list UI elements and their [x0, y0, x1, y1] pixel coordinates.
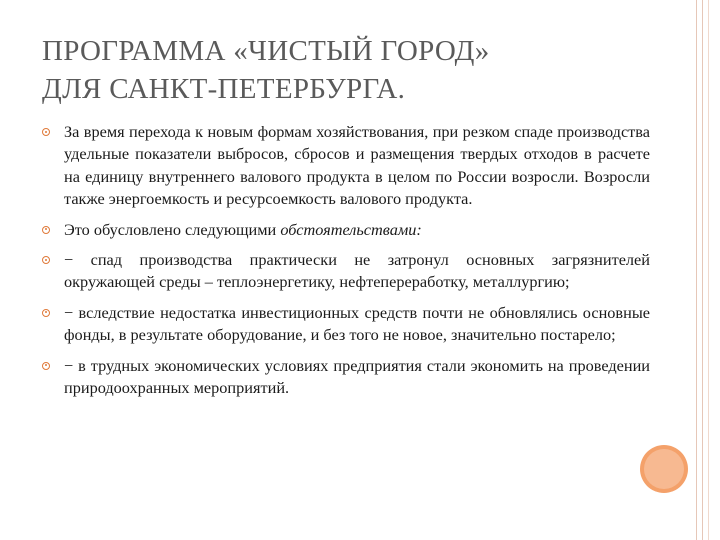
circle-bullet-icon: [42, 362, 50, 370]
list-item-emphasis: обстоятельствами:: [280, 219, 422, 239]
list-item: [40, 355, 650, 400]
border-line: [696, 0, 697, 540]
list-item-text: За время перехода к новым формам хозяйствования, при резком спаде производства удельные показатели выбросов, сбросов и размещения твердых отходов в расчете на единицу внутреннего валового продукта в целом по России возросли. Возросли также энергоемкость и ресурсоемкость валового продукта.: [64, 122, 650, 209]
circle-bullet-icon: [42, 226, 50, 234]
circle-bullet-icon: [42, 128, 50, 136]
decorative-circle: [640, 445, 688, 493]
bullet-list: [40, 121, 650, 407]
list-item-text: Это обусловлено следующими: [64, 219, 281, 239]
list-item: [40, 121, 650, 211]
list-item: [40, 302, 650, 347]
border-line: [702, 0, 703, 540]
decorative-border: [694, 0, 712, 540]
slide-title: [42, 32, 642, 108]
list-item-text: − вследствие недостатка инвестиционных средств почти не обновлялись основные фонды, в результате оборудование, и без того не новое, значительно постарело;: [64, 302, 650, 345]
list-item-text: − спад производства практически не затронул основных загрязнителей окружающей среды – теплоэнергетику, нефтепереработку, металлургию;: [64, 250, 650, 292]
border-line: [708, 0, 709, 540]
list-item-text: − в трудных экономических условиях предприятия стали экономить на проведении природоохранных мероприятий.: [64, 355, 650, 398]
list-item: [40, 219, 650, 241]
title-line-2: ДЛЯ САНКТ-ПЕТЕРБУРГА.: [42, 73, 406, 105]
circle-bullet-icon: [42, 309, 50, 317]
list-item: [40, 249, 650, 294]
title-line-1: ПРОГРАММА «ЧИСТЫЙ ГОРОД»: [42, 35, 490, 67]
circle-bullet-icon: [42, 256, 50, 264]
